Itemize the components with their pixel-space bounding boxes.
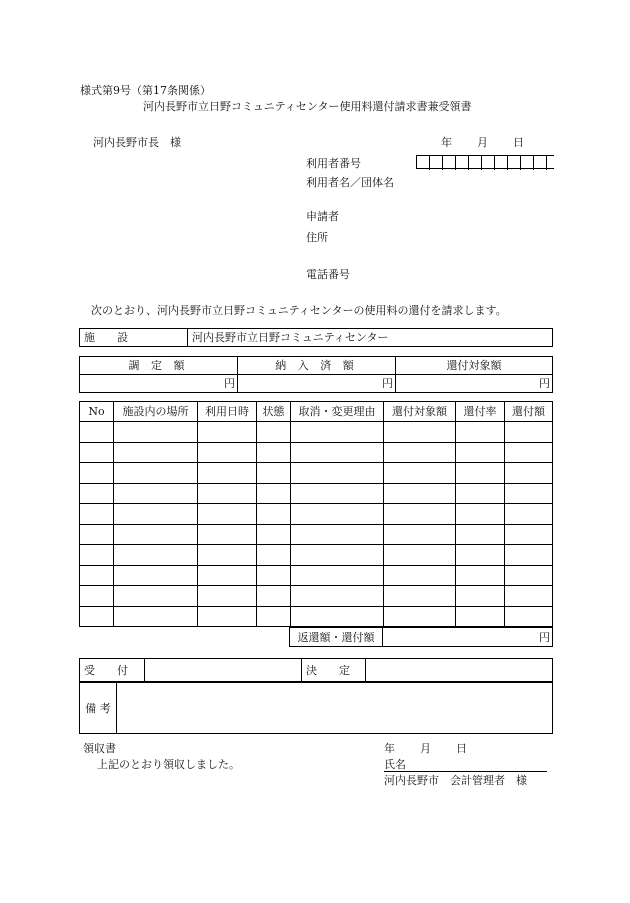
reception-table xyxy=(79,658,553,682)
table-cell[interactable] xyxy=(80,586,114,607)
table-cell[interactable] xyxy=(80,463,114,484)
amount-table xyxy=(79,356,553,393)
date-month-label: 月 xyxy=(477,136,488,149)
table-cell[interactable] xyxy=(198,463,257,484)
receipt-to: 河内長野市 会計管理者 様 xyxy=(384,774,527,787)
form-number: 様式第9号（第17条関係） xyxy=(80,84,211,97)
remarks-table xyxy=(79,682,553,734)
table-cell[interactable] xyxy=(198,524,257,545)
col-header-datetime: 利用日時 xyxy=(198,402,257,422)
table-cell[interactable] xyxy=(291,524,384,545)
reception-cell[interactable] xyxy=(145,659,302,682)
table-cell[interactable] xyxy=(456,422,505,443)
table-cell[interactable] xyxy=(114,442,198,463)
refund-target-cell[interactable] xyxy=(396,375,553,393)
table-row xyxy=(80,483,553,504)
date-year-label: 年 xyxy=(441,136,452,149)
table-cell[interactable] xyxy=(198,606,257,627)
digit-box[interactable] xyxy=(417,156,430,170)
receipt-name-label: 氏名 xyxy=(384,758,406,771)
table-row xyxy=(80,422,553,443)
table-cell[interactable] xyxy=(114,504,198,525)
receipt-text: 上記のとおり領収しました。 xyxy=(97,758,240,771)
table-cell[interactable] xyxy=(384,442,456,463)
col-header-refund-rate: 還付率 xyxy=(456,402,505,422)
digit-box[interactable] xyxy=(508,156,521,170)
table-cell[interactable] xyxy=(384,422,456,443)
table-cell[interactable] xyxy=(80,545,114,566)
col-header-refund-target: 還付対象額 xyxy=(384,402,456,422)
table-cell[interactable] xyxy=(505,606,553,627)
table-cell[interactable] xyxy=(198,483,257,504)
table-cell[interactable] xyxy=(505,422,553,443)
col-header-status: 状態 xyxy=(257,402,291,422)
table-cell[interactable] xyxy=(384,504,456,525)
receipt-name-line[interactable] xyxy=(384,771,547,772)
table-cell[interactable] xyxy=(257,565,291,586)
table-cell[interactable] xyxy=(384,565,456,586)
table-cell[interactable] xyxy=(384,586,456,607)
table-row xyxy=(80,545,553,566)
table-cell[interactable] xyxy=(198,565,257,586)
table-cell[interactable] xyxy=(291,422,384,443)
table-cell[interactable] xyxy=(114,463,198,484)
yen-unit: 円 xyxy=(539,377,550,390)
facility-table xyxy=(79,328,553,347)
user-number-label: 利用者番号 xyxy=(306,157,361,170)
reception-label: 受 付 xyxy=(80,659,145,682)
decision-label: 決 定 xyxy=(302,659,366,682)
table-cell[interactable] xyxy=(291,483,384,504)
table-cell[interactable] xyxy=(114,545,198,566)
table-cell[interactable] xyxy=(80,442,114,463)
table-row xyxy=(80,606,553,627)
table-cell[interactable] xyxy=(198,504,257,525)
digit-box[interactable] xyxy=(469,156,482,170)
table-cell[interactable] xyxy=(505,504,553,525)
table-cell[interactable] xyxy=(456,463,505,484)
table-cell[interactable] xyxy=(384,545,456,566)
table-cell[interactable] xyxy=(198,442,257,463)
table-cell[interactable] xyxy=(505,524,553,545)
applicant-label: 申請者 xyxy=(306,210,339,223)
table-cell[interactable] xyxy=(456,545,505,566)
table-cell[interactable] xyxy=(291,545,384,566)
receipt-day-label: 日 xyxy=(456,742,467,755)
table-cell[interactable] xyxy=(505,463,553,484)
request-text: 次のとおり、河内長野市立日野コミュニティセンターの使用料の還付を請求します。 xyxy=(91,304,507,317)
yen-unit: 円 xyxy=(382,377,393,390)
table-row xyxy=(80,565,553,586)
col-header-location: 施設内の場所 xyxy=(114,402,198,422)
table-cell[interactable] xyxy=(384,524,456,545)
paid-amount-header: 納 入 済 額 xyxy=(238,357,396,375)
table-cell[interactable] xyxy=(505,483,553,504)
user-number-boxes[interactable] xyxy=(416,155,554,169)
table-cell[interactable] xyxy=(257,442,291,463)
table-row xyxy=(80,442,553,463)
digit-box[interactable] xyxy=(443,156,456,170)
table-cell[interactable] xyxy=(114,565,198,586)
table-cell[interactable] xyxy=(384,606,456,627)
table-cell[interactable] xyxy=(257,586,291,607)
table-cell[interactable] xyxy=(198,545,257,566)
table-cell[interactable] xyxy=(257,545,291,566)
digit-box[interactable] xyxy=(430,156,443,170)
table-cell[interactable] xyxy=(291,504,384,525)
receipt-title: 領収書 xyxy=(83,742,116,755)
table-row xyxy=(80,463,553,484)
table-cell[interactable] xyxy=(257,606,291,627)
total-label: 返還額・還付額 xyxy=(290,628,383,647)
table-cell[interactable] xyxy=(80,524,114,545)
table-cell[interactable] xyxy=(456,586,505,607)
table-cell[interactable] xyxy=(80,422,114,443)
user-name-label: 利用者名／団体名 xyxy=(306,176,394,189)
table-row xyxy=(80,524,553,545)
table-cell[interactable] xyxy=(291,606,384,627)
total-table xyxy=(289,627,553,647)
digit-box[interactable] xyxy=(495,156,508,170)
facility-value: 河内長野市立日野コミュニティセンター xyxy=(188,329,553,347)
total-cell[interactable] xyxy=(383,628,553,647)
table-cell[interactable] xyxy=(505,586,553,607)
document-title: 河内長野市立日野コミュニティセンター使用料還付請求書兼受領書 xyxy=(143,100,472,113)
table-cell[interactable] xyxy=(291,463,384,484)
table-cell[interactable] xyxy=(291,586,384,607)
table-cell[interactable] xyxy=(80,504,114,525)
table-cell[interactable] xyxy=(505,545,553,566)
table-cell[interactable] xyxy=(456,606,505,627)
table-cell[interactable] xyxy=(456,565,505,586)
table-cell[interactable] xyxy=(456,483,505,504)
table-cell[interactable] xyxy=(257,422,291,443)
table-cell[interactable] xyxy=(114,422,198,443)
table-cell[interactable] xyxy=(456,442,505,463)
remarks-cell[interactable] xyxy=(117,683,553,734)
digit-box[interactable] xyxy=(521,156,534,170)
col-header-no: No xyxy=(80,402,114,422)
table-cell[interactable] xyxy=(456,504,505,525)
facility-label: 施 設 xyxy=(80,329,188,347)
table-cell[interactable] xyxy=(114,606,198,627)
table-row xyxy=(80,586,553,607)
col-header-refund-amount: 還付額 xyxy=(505,402,553,422)
table-cell[interactable] xyxy=(257,504,291,525)
table-cell[interactable] xyxy=(384,463,456,484)
remarks-label: 備 考 xyxy=(80,683,117,734)
assessed-amount-cell[interactable] xyxy=(80,375,238,393)
col-header-reason: 取消・変更理由 xyxy=(291,402,384,422)
table-cell[interactable] xyxy=(80,606,114,627)
table-cell[interactable] xyxy=(291,565,384,586)
receipt-month-label: 月 xyxy=(420,742,431,755)
digit-box[interactable] xyxy=(456,156,469,170)
table-cell[interactable] xyxy=(114,483,198,504)
table-cell[interactable] xyxy=(257,483,291,504)
paid-amount-cell[interactable] xyxy=(238,375,396,393)
table-cell[interactable] xyxy=(80,483,114,504)
detail-table xyxy=(79,401,553,627)
yen-unit: 円 xyxy=(539,630,550,644)
assessed-amount-header: 調 定 額 xyxy=(80,357,238,375)
table-cell[interactable] xyxy=(456,524,505,545)
table-cell[interactable] xyxy=(257,463,291,484)
receipt-year-label: 年 xyxy=(384,742,395,755)
table-cell[interactable] xyxy=(198,422,257,443)
table-cell[interactable] xyxy=(257,524,291,545)
addressee: 河内長野市長 様 xyxy=(93,136,181,149)
digit-box[interactable] xyxy=(534,156,547,170)
table-cell[interactable] xyxy=(291,442,384,463)
yen-unit: 円 xyxy=(224,377,235,390)
table-cell[interactable] xyxy=(505,442,553,463)
table-cell[interactable] xyxy=(114,524,198,545)
address-label: 住所 xyxy=(306,231,328,244)
refund-target-header: 還付対象額 xyxy=(396,357,553,375)
phone-label: 電話番号 xyxy=(306,268,350,281)
table-cell[interactable] xyxy=(384,483,456,504)
decision-cell[interactable] xyxy=(366,659,553,682)
table-cell[interactable] xyxy=(198,586,257,607)
table-row xyxy=(80,504,553,525)
table-cell[interactable] xyxy=(114,586,198,607)
digit-box[interactable] xyxy=(482,156,495,170)
date-day-label: 日 xyxy=(513,136,524,149)
table-cell[interactable] xyxy=(505,565,553,586)
table-cell[interactable] xyxy=(80,565,114,586)
